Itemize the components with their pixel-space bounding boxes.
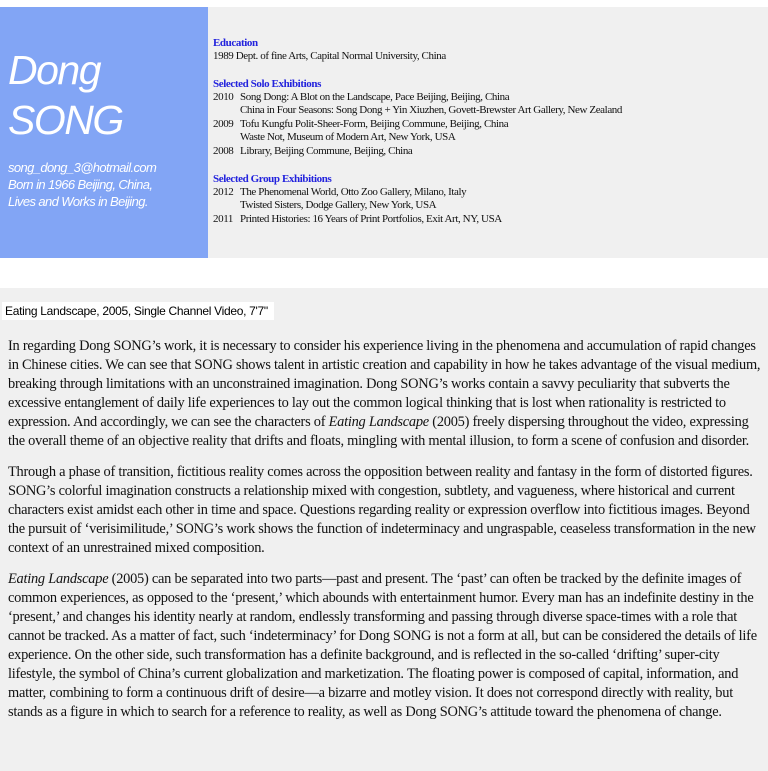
artwork-title: Eating Landscape: [328, 414, 429, 430]
group-year: 2011: [213, 212, 233, 225]
artist-name: [8, 45, 208, 145]
solo-year: [213, 131, 240, 145]
education-entry: 1989 Dept. of fine Arts, Capital Normal University, China: [213, 50, 446, 62]
solo-text: Tofu Kungfu Polit-Sheer-Form, Beijing Commune, Beijing, China: [240, 117, 509, 130]
artist-lives: Lives and Works in Beijing.: [8, 194, 148, 209]
artist-info: [8, 159, 208, 210]
solo-year: 2008: [213, 144, 234, 157]
video-caption: Eating Landscape, 2005, Single Channel Video, 7'7": [2, 302, 274, 320]
article-body: [8, 337, 766, 734]
group-text: Twisted Sisters, Dodge Gallery, New York, USA: [240, 199, 437, 212]
article-paragraph-2: Through a phase of transition, fictitious reality comes across the opposition between reality and fantasy in the form of distorted figures. SONG’s colorful imagination constructs a relationship mixed with congestion, subtlety, and vagueness, where historical and current characters exist amidst each other in time and space. Questions regarding reality or expression overflow into fictitious images. Beyond the pursuit of ‘verisimilitude,’ SONG’s work shows the function of indeterminacy and ungraspable, ceaseless transformation in the new context of an unrestrained mixed composition.: [8, 464, 756, 556]
solo-year: 2010: [213, 90, 234, 103]
paragraph-text: (2005) freely dispersing throughout the video, expressing the overall theme of an objective reality that drifts and floats, mingling with mental illusion, to form a scene of confusion and disorder.: [8, 414, 749, 449]
solo-year: [213, 104, 240, 118]
artist-last-name: SONG: [8, 97, 123, 143]
solo-text: Song Dong: A Blot on the Landscape, Pace Beijing, Beijing, China: [240, 90, 510, 103]
group-text: The Phenomenal World, Otto Zoo Gallery, Milano, Italy: [240, 185, 467, 198]
group-year: [213, 199, 240, 213]
solo-entry: [213, 91, 768, 105]
artist-header: [0, 7, 768, 258]
group-entry: [213, 199, 768, 213]
artist-panel: [0, 7, 208, 258]
artist-email[interactable]: song_dong_3@hotmail.com: [8, 160, 157, 175]
solo-entry: [213, 118, 768, 132]
artwork-title: Eating Landscape: [8, 571, 109, 587]
group-year: 2012: [213, 185, 234, 198]
paragraph-text: In regarding Dong SONG’s work, it is necessary to consider his experience living in the phenomena and accumulation of rapid changes in Chinese cities. We can see that SONG shows talent in artistic creation and capability in how he takes advantage of the visual medium, breaking through limitations with an unconstrained imagination. Dong SONG’s works contain a savvy peculiarity that subverts the excessive entanglement of daily life experiences to lay out the common logical thinking that is lost when rationality is restricted to expression. And accordingly, we can see the characters of: [8, 338, 761, 430]
solo-entry: [213, 131, 768, 145]
solo-heading: Selected Solo Exhibitions: [213, 77, 321, 90]
group-text: Printed Histories: 16 Years of Print Portfolios, Exit Art, NY, USA: [240, 212, 502, 225]
artist-born: Born in 1966 Beijing, China,: [8, 177, 153, 192]
article-paragraph-3: [8, 570, 766, 722]
cv-group-exhibitions: [213, 172, 768, 227]
group-entry: [213, 213, 768, 227]
solo-year: 2009: [213, 117, 234, 130]
article-paragraph-1: [8, 337, 766, 451]
cv-education: [213, 36, 768, 64]
education-heading: Education: [213, 37, 258, 49]
solo-text: Waste Not, Museum of Modern Art, New York, USA: [240, 131, 456, 144]
artist-first-name: Dong: [8, 47, 101, 93]
cv-panel: [208, 7, 768, 258]
solo-text: Library, Beijing Commune, Beijing, China: [240, 144, 413, 157]
solo-text: China in Four Seasons: Song Dong + Yin Xiuzhen, Govett-Brewster Art Gallery, New Zealand: [240, 104, 623, 117]
solo-entry: [213, 145, 768, 159]
group-heading: Selected Group Exhibitions: [213, 172, 332, 185]
cv-solo-exhibitions: [213, 77, 768, 159]
group-entry: [213, 186, 768, 200]
solo-entry: [213, 104, 768, 118]
paragraph-text: (2005) can be separated into two parts—past and present. The ‘past’ can often be tracked by the definite images of common experiences, as opposed to the ‘present,’ which abounds with entertainment humor. Every man has an indefinite destiny in the ‘present,’ and changes his identity nearly at random, endlessly transforming and passing through diverse space-times with a role that cannot be tracked. As a matter of fact, such ‘indeterminacy’ for Dong SONG is not a form at all, but can be considered the details of life experience. On the other side, such transformation has a definite background, and is reflected in the so-called ‘drifting’ super-city lifestyle, the symbol of China’s current globalization and marketization. The floating power is composed of capital, information, and matter, combining to form a continuous drift of desire—a bizarre and motley vision. It does not correspond directly with reality, but stands as a figure in which to search for a reference to reality, as well as Dong SONG’s attitude toward the phenomena of change.: [8, 571, 757, 720]
artwork-content: [0, 288, 768, 771]
